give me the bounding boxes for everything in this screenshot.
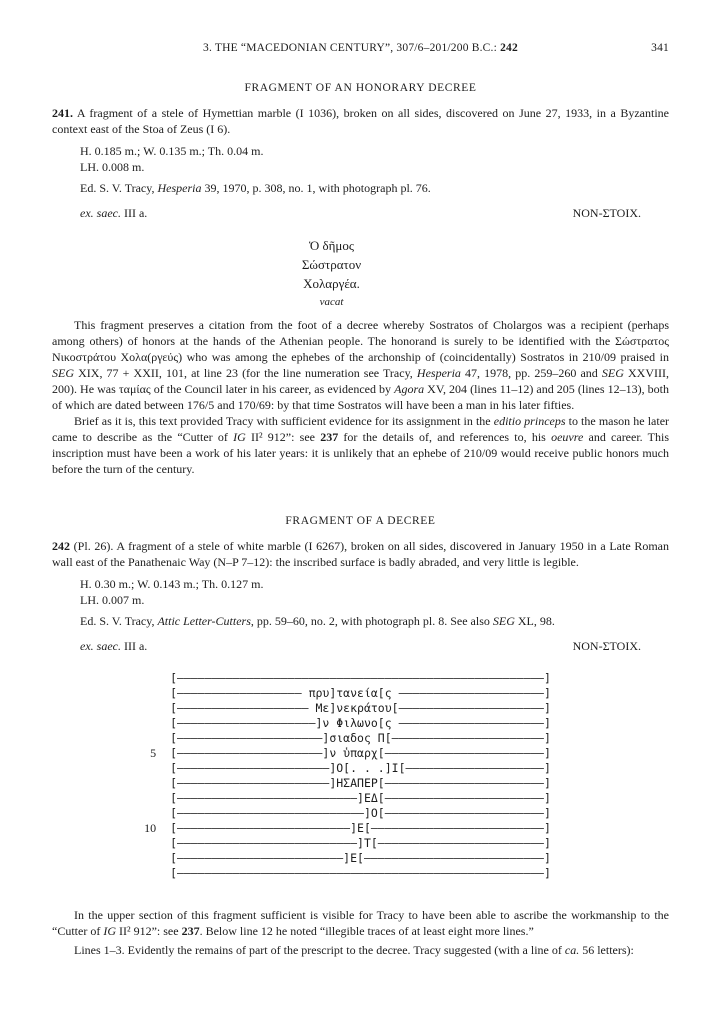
inscription-line-text: [––––––––––––––––––––––––––]Τ[––––––––––––––––––––––––] — [170, 836, 551, 850]
entry-241-letter-height: LH. 0.008 m. — [80, 160, 145, 174]
entry-242-commentary-2: Lines 1–3. Evidently the remains of part of the prescript to the decree. Tracy suggested (with a line of ca. 56 letters): — [74, 943, 634, 957]
greek-citation-241 — [52, 236, 611, 312]
inscription-row — [170, 806, 551, 821]
inscription-line-text: [–––––––––––––––––––––––––––––––––––––––––––––––––––––] — [170, 866, 551, 880]
inscription-row — [170, 836, 551, 851]
inscription-line-text: [––––––––––––––––––––––––––]ΕΔ[–––––––––––––––––––––––] — [170, 791, 551, 805]
inscription-row — [170, 731, 551, 746]
inscription-line-text: [–––––––––––––––––––––––––––––––––––––––––––––––––––––] — [170, 671, 551, 685]
inscription-line-number: 10 — [144, 821, 157, 835]
section-heading-honorary-decree: FRAGMENT OF AN HONORARY DECREE — [244, 82, 477, 94]
inscription-line-text: [––––––––––––––––––––]ν Φιλωνο[ς –––––––––––––––––––––] — [170, 716, 551, 730]
inscription-row — [170, 791, 551, 806]
running-header — [52, 40, 669, 56]
inscription-line-text: [––––––––––––––––––– Με]νεκράτου[–––––––––––––––––––––] — [170, 701, 551, 715]
inscription-row — [170, 686, 551, 701]
inscription-row — [170, 776, 551, 791]
inscription-row — [170, 671, 551, 686]
inscription-line-text: [––––––––––––––––––––––––]Ε[––––––––––––––––––––––––––] — [170, 851, 551, 865]
inscription-block — [144, 671, 551, 881]
inscription-line-text: [––––––––––––––––––––––]Ο[. . .]Ι[––––––––––––––––––––] — [170, 761, 551, 775]
inscription-line-text: [––––––––––––––––––––––]ΗΣΑΠΕΡ[–––––––––––––––––––––––] — [170, 776, 551, 790]
inscription-row — [170, 716, 551, 731]
inscription-row — [144, 821, 551, 836]
entry-242-stoich-label: NON-ΣΤΟΙΧ. — [572, 639, 641, 653]
entry-242-letter-height: LH. 0.007 m. — [80, 593, 145, 607]
entry-241-date: ex. saec. III a. — [80, 206, 148, 220]
citation-line: Χολαργέα. — [303, 276, 360, 291]
entry-242-edition: Ed. S. V. Tracy, Attic Letter-Cutters, pp. 59–60, no. 2, with photograph pl. 8. See also SEG XL, 98. — [80, 614, 555, 628]
inscription-line-number: 5 — [150, 746, 157, 760]
inscription-row — [150, 746, 551, 761]
entry-241-commentary-1: This fragment preserves a citation from the foot of a decree whereby Sostratos of Cholargos was a recipient (perhaps among others) of honors at the hands of the Athenian people. The honorand is surely to be identified with the Σώστρατος Νικοστράτου Χολα(ργεύς) who was among the ephebes of the archonship of (coincidentally) Sostratos in 210/09 praised in SEG XIX, 77 + XXII, 101, at line 23 (for the line numeration see Tracy, Hesperia 47, 1978, pp. 259–260 and SEG XXVIII, 200). He was ταμίας of the Council later in his career, as evidenced by Agora XV, 204 (lines 11–12) and 205 (lines 12–13), both of which are dated between 176/5 and 170/69: by that time Sostratos will have been a man in his later fifties. — [52, 318, 670, 412]
entry-242-intro: 242 (Pl. 26). A fragment of a stele of white marble (I 6267), broken on all sides, discovered in January 1950 in a Late Roman wall east of the Panathenaic Way (N–P 7–12): the inscribed surface is badly abraded, and very little is legible. — [52, 539, 669, 569]
inscription-line-text: [–––––––––––––––––––––]σιαδος Π[––––––––––––––––––––––] — [170, 731, 551, 745]
entry-242-dimensions: H. 0.30 m.; W. 0.143 m.; Th. 0.127 m. — [80, 577, 264, 591]
inscription-row — [170, 761, 551, 776]
entry-242-date: ex. saec. III a. — [80, 639, 148, 653]
entry-241-date-row — [80, 205, 641, 221]
entry-241-intro: 241. A fragment of a stele of Hymettian marble (I 1036), broken on all sides, discovered on June 27, 1933, in a Byzantine context east of the Stoa of Zeus (I 6). — [52, 106, 669, 136]
inscription-line-text: [–––––––––––––––––––––––––]Ε[–––––––––––––––––––––––––] — [170, 821, 551, 835]
citation-line: Σώστρατον — [301, 257, 362, 272]
inscription-line-text: [–––––––––––––––––––––––––––]Ο[–––––––––––––––––––––––] — [170, 806, 551, 820]
entry-242-commentary-1: In the upper section of this fragment sufficient is visible for Tracy to have been able to ascribe the workmanship to the “Cutter of IG II² 912”: see 237. Below line 12 he noted “illegible traces of at least eight more lines.” — [52, 908, 669, 938]
entry-241-stoich-label: NON-ΣΤΟΙΧ. — [572, 206, 641, 220]
citation-line: Ὁ δῆμος — [308, 238, 355, 253]
inscription-line-text: [–––––––––––––––––––––]ν ὑπαρχ[–––––––––––––––––––––––] — [170, 746, 551, 760]
vacat-label: vacat — [319, 296, 344, 308]
entry-241-dimensions: H. 0.185 m.; W. 0.135 m.; Th. 0.04 m. — [80, 144, 264, 158]
entry-242-date-row — [80, 638, 641, 654]
inscription-row — [170, 701, 551, 716]
inscription-row — [170, 866, 551, 881]
entry-241-edition: Ed. S. V. Tracy, Hesperia 39, 1970, p. 308, no. 1, with photograph pl. 76. — [80, 181, 431, 195]
inscription-row — [170, 851, 551, 866]
inscription-line-text: [–––––––––––––––––– πρυ]τανεία[ς –––––––––––––––––––––] — [170, 686, 551, 700]
running-header-title: 3. THE “MACEDONIAN CENTURY”, 307/6–201/200 B.C.: 242 — [203, 42, 518, 54]
page-number: 341 — [651, 42, 669, 54]
entry-241-commentary-2: Brief as it is, this text provided Tracy with sufficient evidence for its assignment in the editio princeps to the mason he later came to describe as the “Cutter of IG II² 912”: see 237 for the details of, and references to, his oeuvre and career. This inscription must have been a work of his later years: it is unlikely that an ephebe of 210/09 would receive public honors much before the turn of the century. — [52, 414, 670, 476]
section-heading-decree: FRAGMENT OF A DECREE — [285, 515, 436, 527]
